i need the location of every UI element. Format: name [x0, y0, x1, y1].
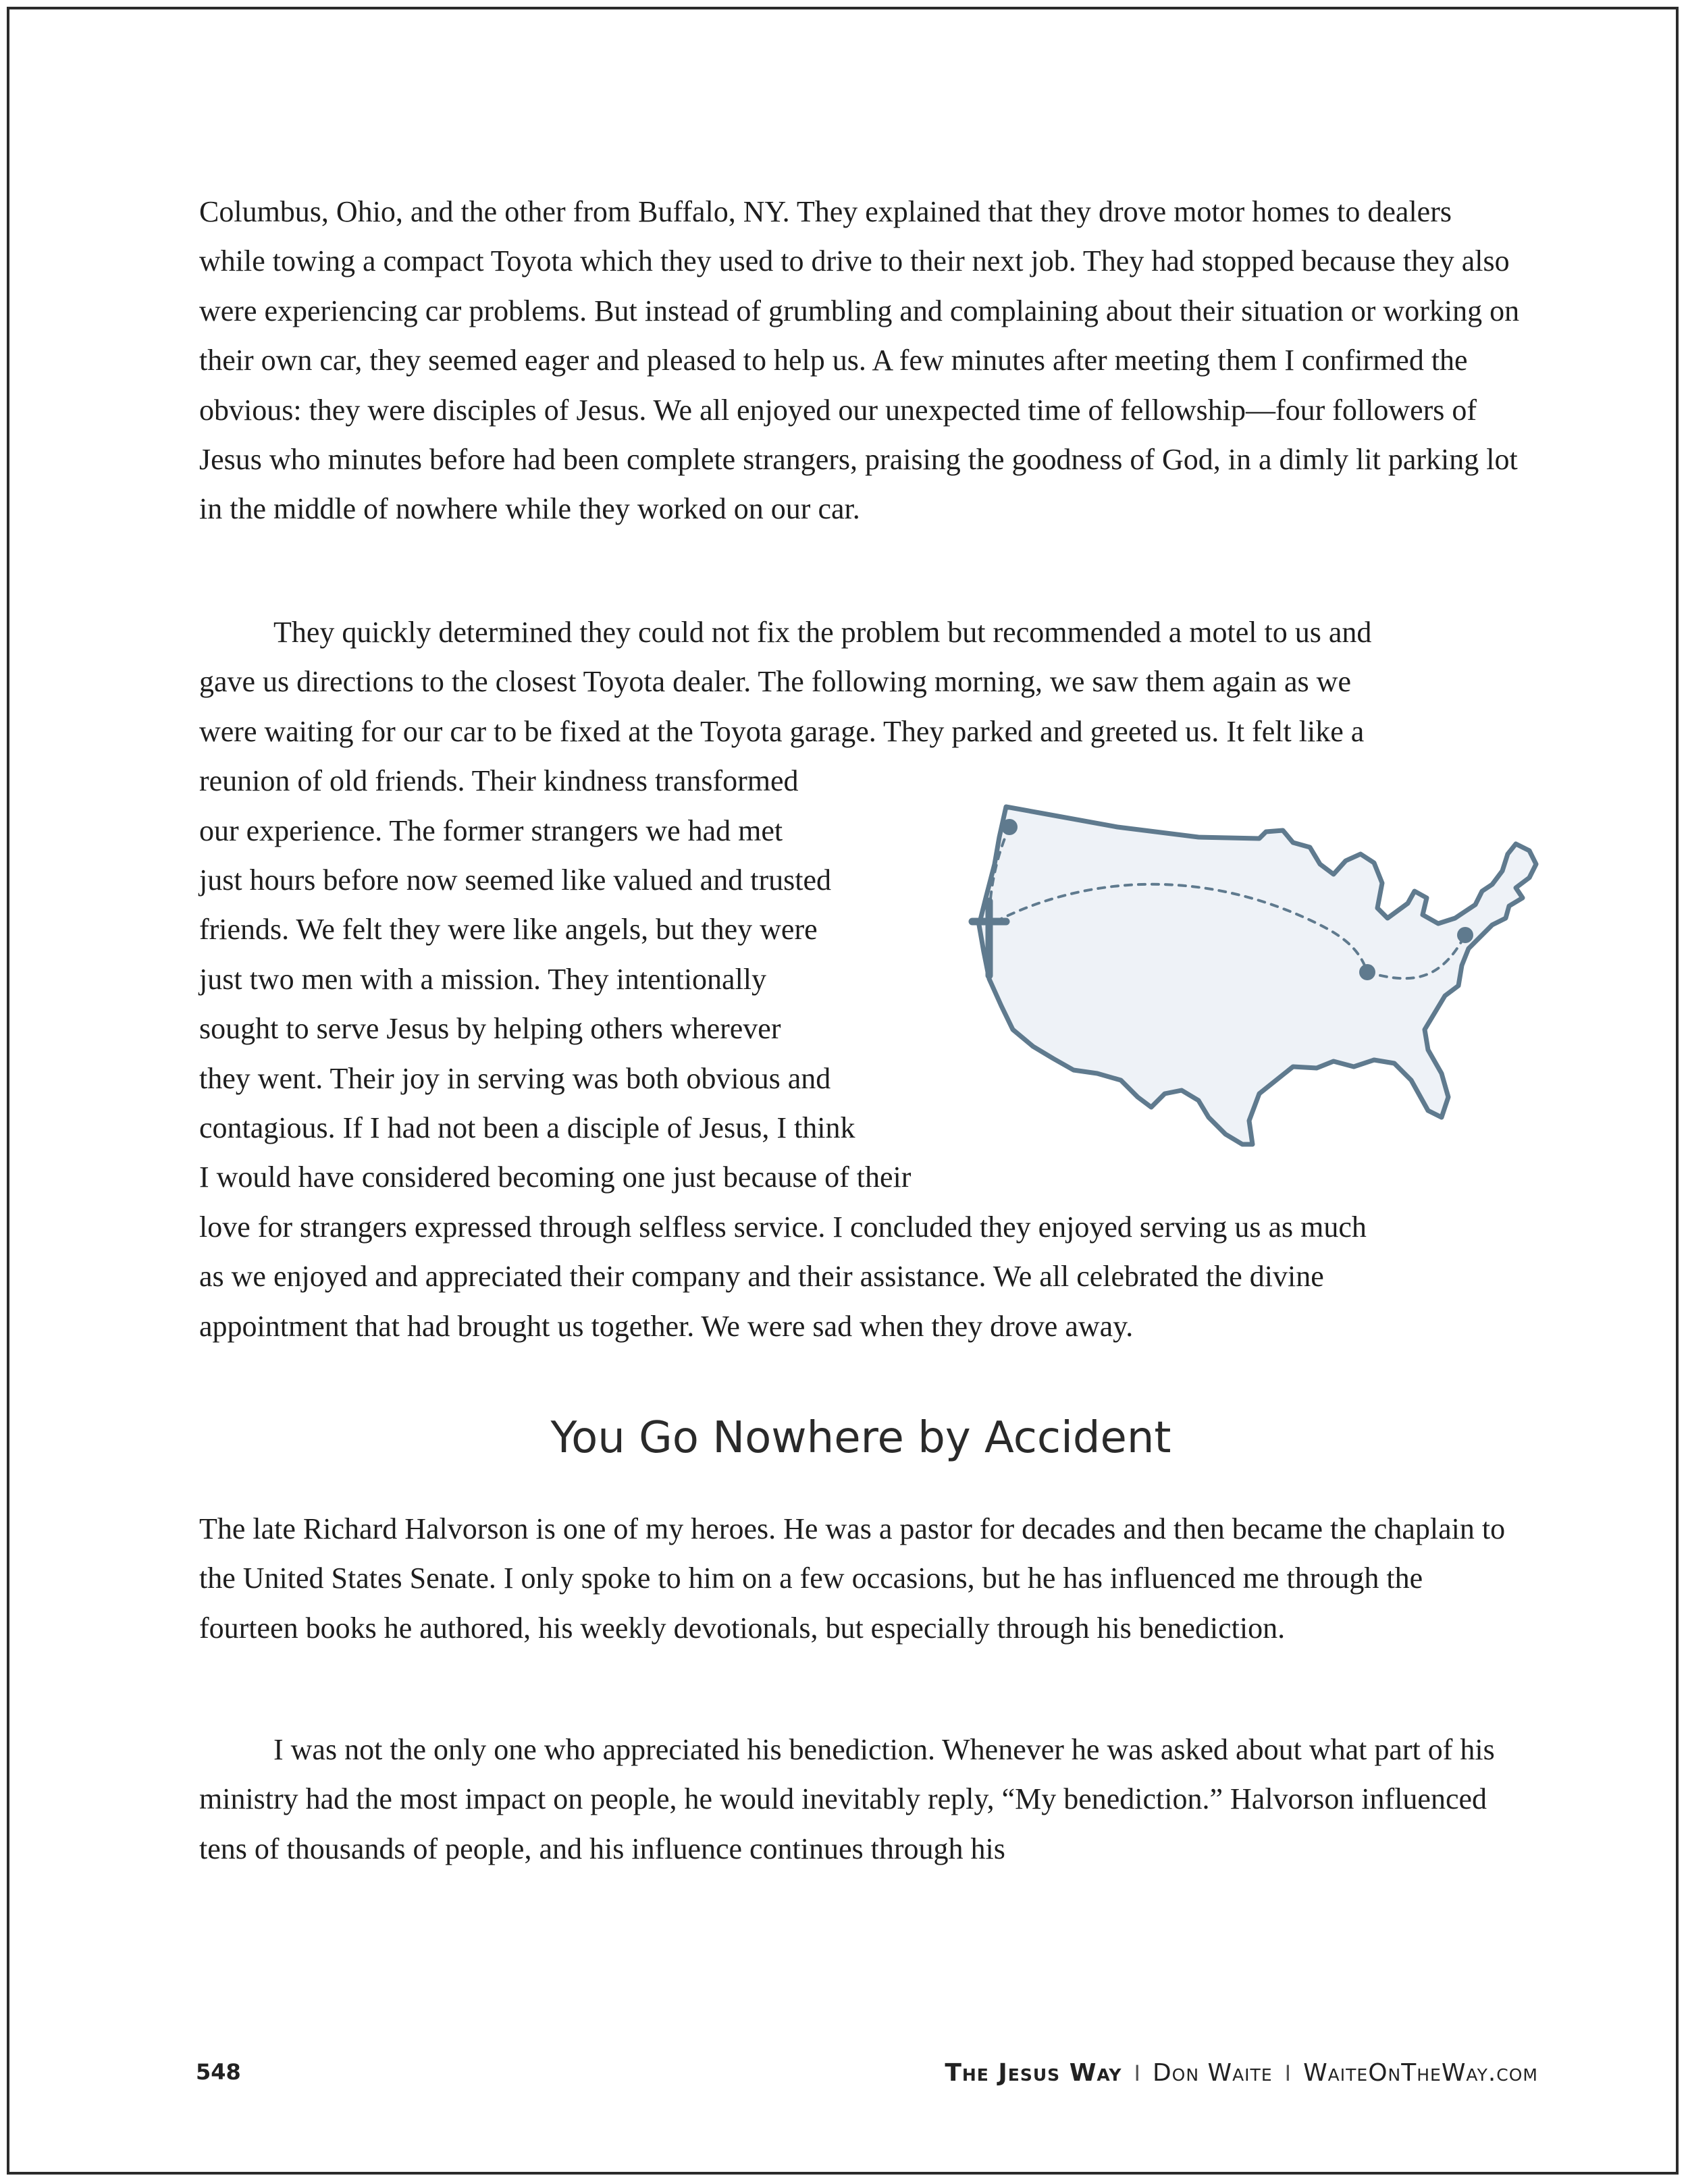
usa-map-outline — [979, 807, 1536, 1144]
book-title: The Jesus Way — [945, 2059, 1122, 2087]
p2-line: friends. We felt they were like angels, but they were — [199, 913, 818, 947]
p2-line: They quickly determined they could not fix the problem but recommended a motel to us and — [273, 616, 1372, 649]
footer-separator: I — [1134, 2060, 1140, 2086]
p2-line: were waiting for our car to be fixed at the Toyota garage. They parked and greeted us. It felt like a — [199, 714, 1365, 748]
footer-separator: I — [1284, 2060, 1292, 2086]
section-heading: You Go Nowhere by Accident — [550, 1413, 1171, 1463]
p2-line: contagious. If I had not been a disciple of Jesus, I think — [199, 1111, 855, 1145]
route-point-midwest — [1359, 964, 1375, 980]
page-number: 548 — [196, 2059, 241, 2085]
route-point-seattle — [1001, 819, 1018, 835]
paragraph-4: I was not the only one who appreciated his benediction. Whenever he was asked about what part of his ministry had the most impact on people, he would inevitably reply, “My benediction.” Halvorson influenced tens of thousands of people, and his influence continues through his — [199, 1733, 1495, 1865]
p2-line: just hours before now seemed like valued and trusted — [199, 863, 831, 897]
paragraph-3: The late Richard Halvorson is one of my heroes. He was a pastor for decades and then became the chaplain to the United States Senate. I only spoke to him on a few occasions, but he has influenced me through the fourteen books he authored, his weekly devotionals, but especially through his benediction. — [199, 1512, 1506, 1645]
p2-line: reunion of old friends. Their kindness transformed — [199, 764, 799, 798]
p2-line: gave us directions to the closest Toyota dealer. The following morning, we saw them again as we — [199, 665, 1351, 699]
p2-line: sought to serve Jesus by helping others wherever — [199, 1012, 781, 1046]
p2-line: just two men with a mission. They intentionally — [199, 962, 767, 996]
p2-line: love for strangers expressed through selfless service. I concluded they enjoyed serving us as much — [199, 1210, 1367, 1244]
running-footer — [945, 2059, 1538, 2087]
paragraph-1: Columbus, Ohio, and the other from Buffalo, NY. They explained that they drove motor homes to dealers while towing a compact Toyota which they used to drive to their next job. They had stopped because they also were experiencing car problems. But instead of grumbling and complaining about their situation or working on their own car, they seemed eager and pleased to help us. A few minutes after meeting them I confirmed the obvious: they were disciples of Jesus. We all enjoyed our unexpected time of fellowship—four followers of Jesus who minutes before had been complete strangers, praising the goodness of God, in a dimly lit parking lot in the middle of nowhere while they worked on our car. — [199, 195, 1520, 526]
p2-line: our experience. The former strangers we had met — [199, 814, 783, 847]
usa-map-icon — [942, 790, 1550, 1181]
p2-line: appointment that had brought us together. We were sad when they drove away. — [199, 1309, 1134, 1343]
p2-line: as we enjoyed and appreciated their company and their assistance. We all celebrated the divine — [199, 1260, 1324, 1294]
p2-line: I would have considered becoming one just because of their — [199, 1161, 912, 1194]
p2-line: they went. Their joy in serving was both obvious and — [199, 1061, 831, 1095]
author-name: Don Waite — [1152, 2059, 1273, 2087]
route-point-east — [1457, 927, 1473, 943]
website-link: WaiteOnTheWay.com — [1303, 2059, 1538, 2087]
